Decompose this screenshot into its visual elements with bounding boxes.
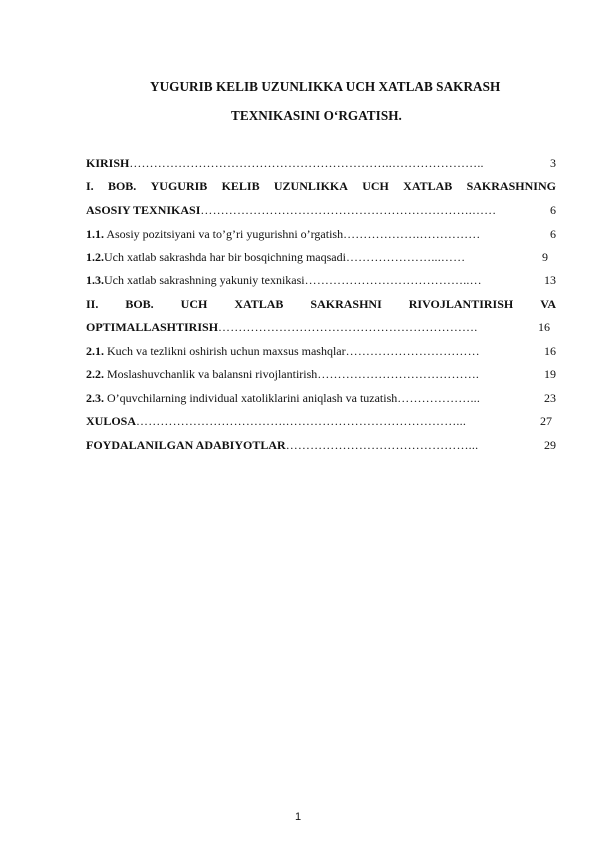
toc-page-number: 6: [550, 227, 556, 241]
toc-section-number: 2.1.: [86, 344, 104, 358]
toc-word: XATLAB: [403, 179, 453, 193]
toc-word: KELIB: [221, 179, 260, 193]
toc-label: XULOSA: [86, 414, 137, 428]
toc-word: II.: [86, 297, 99, 311]
toc-leader: ……………….……………: [343, 227, 481, 241]
toc-leader: ……………………………: [345, 344, 480, 358]
toc-leader: …………………...……: [345, 250, 466, 264]
toc-word: SAKRASHNI: [310, 297, 382, 311]
toc-word: VA: [540, 297, 556, 311]
toc-word: SAKRASHNING: [466, 179, 556, 193]
toc-page-number: 29: [544, 438, 556, 452]
toc-label: Moslashuvchanlik va balansni rivojlantirish: [104, 367, 318, 381]
page-number-footer: 1: [294, 811, 302, 823]
toc-leader: ………………………………………………………….……: [200, 203, 497, 217]
toc-entry-2-1[interactable]: [86, 343, 556, 360]
toc-section-number: 2.2.: [86, 367, 104, 381]
document-title-line-2: TEXNIKASINI O‘RGATISH.: [231, 108, 402, 123]
toc-word: I.: [86, 179, 94, 193]
toc-word: RIVOJLANTIRISH: [408, 297, 514, 311]
toc-entry-1-1[interactable]: [86, 226, 556, 243]
toc-word: UCH: [180, 297, 208, 311]
toc-word: YUGURIB: [150, 179, 208, 193]
toc-chapter-heading: [86, 178, 556, 195]
toc-label: O’quvchilarning individual xatoliklarini aniqlash va tuzatish: [104, 391, 398, 405]
toc-page-number: 9: [542, 250, 548, 264]
toc-entry-adabiyotlar[interactable]: [86, 437, 556, 454]
toc-page-number: 13: [544, 273, 556, 287]
toc-label: Uch xatlab sakrashning yakuniy texnikasi: [104, 273, 305, 287]
toc-entry-bob2-line1[interactable]: [86, 296, 556, 313]
toc-leader: ………………………………………...: [285, 438, 479, 452]
toc-label: ASOSIY TEXNIKASI: [86, 203, 201, 217]
toc-word: UCH: [362, 179, 389, 193]
toc-leader: …………………………………..…: [304, 273, 482, 287]
toc-leader: ……………………………………………………….: [218, 320, 478, 334]
toc-entry-kirish[interactable]: [86, 155, 556, 172]
toc-leader: ………………………………….: [317, 367, 480, 381]
toc-word: BOB.: [125, 297, 154, 311]
toc-page-number: 23: [544, 391, 556, 405]
toc-section-number: 1.2.: [86, 250, 104, 264]
toc-label: Asosiy pozitsiyani va to’g’ri yugurishni o’rgatish: [104, 227, 344, 241]
toc-entry-1-3[interactable]: [86, 272, 556, 289]
toc-leader: ………………...: [397, 391, 481, 405]
toc-entry-bob2-line2[interactable]: [86, 319, 556, 336]
toc-chapter-heading: [86, 296, 556, 313]
toc-leader: ………………………………………………………..…………………..: [129, 156, 484, 170]
toc-section-number: 2.3.: [86, 391, 104, 405]
document-title-line-1: YUGURIB KELIB UZUNLIKKA UCH XATLAB SAKRASH: [150, 79, 501, 94]
toc-entry-bob1-line1[interactable]: [86, 178, 556, 195]
toc-page-number: 3: [550, 156, 556, 170]
toc-page-number: 27: [540, 414, 552, 428]
toc-entry-2-3[interactable]: [86, 390, 556, 407]
toc-section-number: 1.1.: [86, 227, 104, 241]
toc-word: XATLAB: [234, 297, 284, 311]
toc-page-number: 16: [538, 320, 550, 334]
toc-section-number: 1.3.: [86, 273, 104, 287]
toc-page-number: 6: [550, 203, 556, 217]
toc-label: FOYDALANILGAN ADABIYOTLAR: [86, 438, 286, 452]
toc-entry-2-2[interactable]: [86, 366, 556, 383]
toc-word: BOB.: [107, 179, 137, 193]
toc-label: OPTIMALLASHTIRISH: [86, 320, 219, 334]
toc-label: Kuch va tezlikni oshirish uchun maxsus mashqlar: [104, 344, 346, 358]
toc-label: KIRISH: [86, 156, 130, 170]
toc-entry-1-2[interactable]: [86, 249, 556, 266]
toc-entry-bob1-line2[interactable]: [86, 202, 556, 219]
toc-entry-xulosa[interactable]: [86, 413, 556, 430]
toc-label: Uch xatlab sakrashda har bir bosqichning maqsadi: [104, 250, 346, 264]
toc-word: UZUNLIKKA: [273, 179, 348, 193]
toc-page-number: 19: [544, 367, 556, 381]
toc-page-number: 16: [544, 344, 556, 358]
toc-leader: ……………………………….……………………………………...: [136, 414, 467, 428]
